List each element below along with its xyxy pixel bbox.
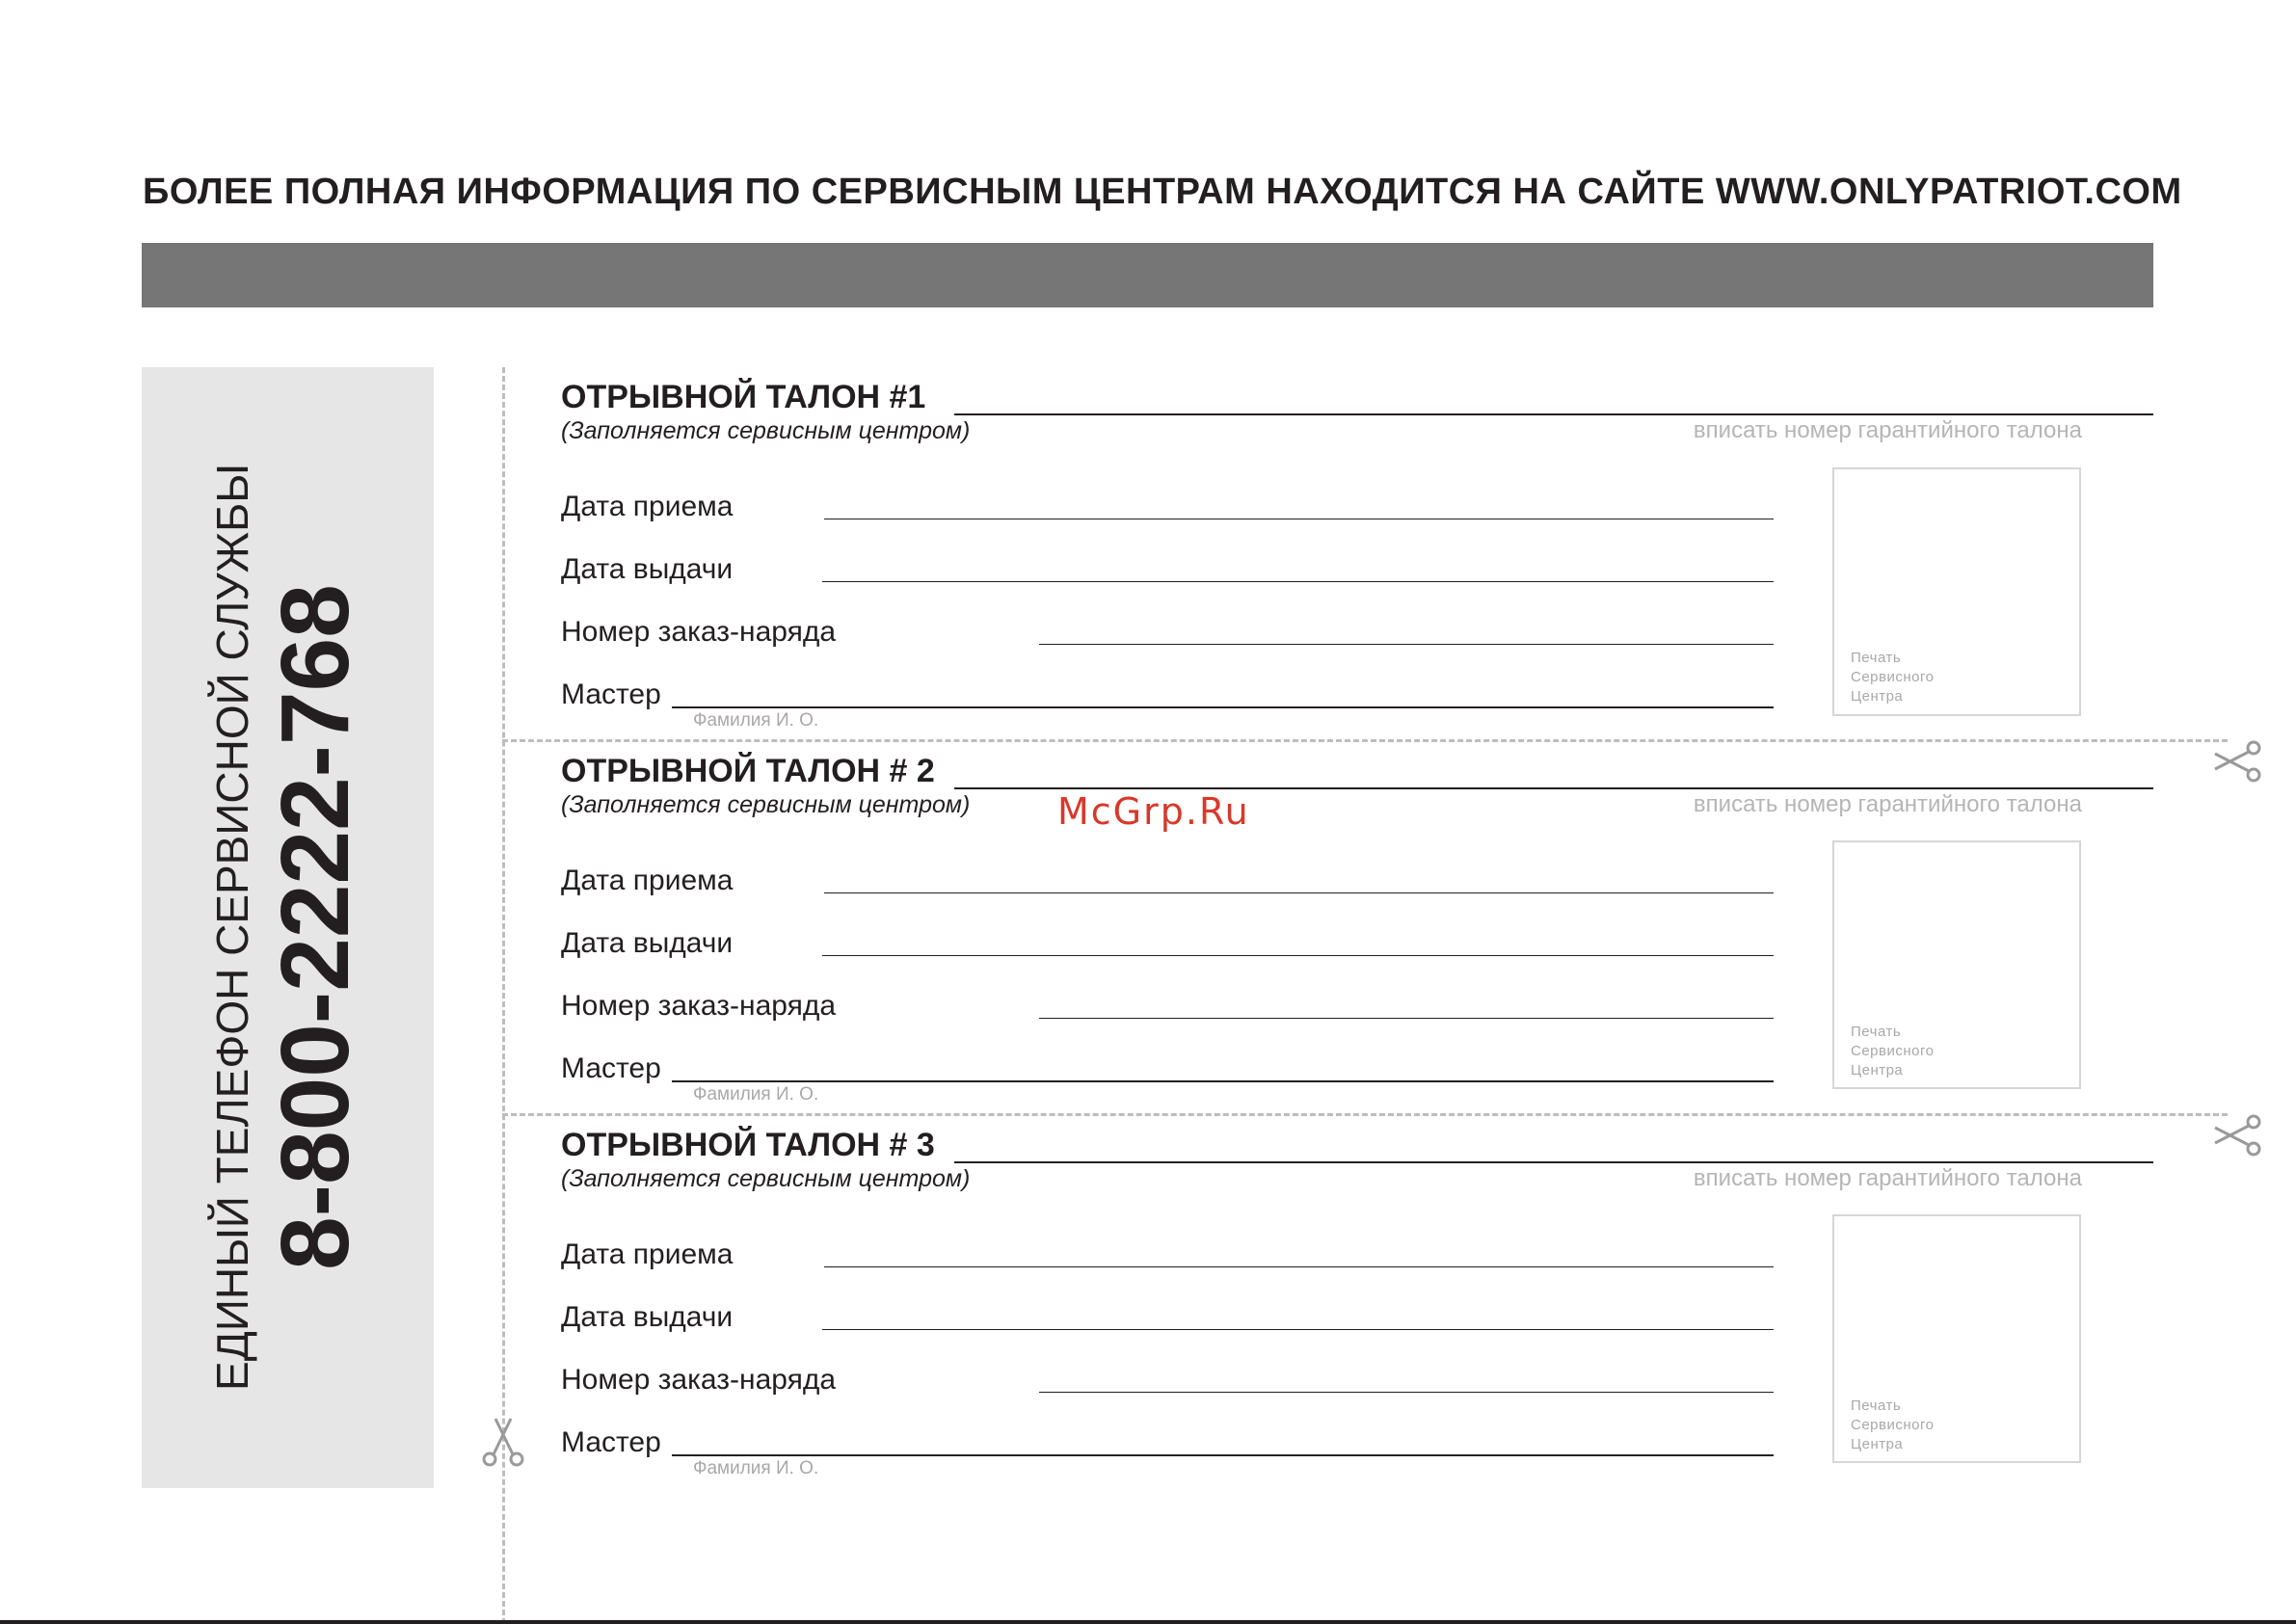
field-line-order-number — [1039, 644, 1774, 645]
field-label-receive-date: Дата приема — [561, 1238, 734, 1270]
page-bottom-rule — [0, 1620, 2296, 1624]
scissors-icon — [2211, 1106, 2269, 1164]
field-label-order-number: Номер заказ-наряда — [561, 1364, 837, 1396]
coupon-number-line — [954, 413, 2153, 415]
coupon-number-hint: вписать номер гарантийного талона — [1693, 791, 2082, 817]
master-name-hint: Фамилия И. О. — [693, 1458, 819, 1478]
field-line-receive-date — [824, 892, 1774, 893]
scissors-icon — [2211, 732, 2269, 790]
field-line-issue-date — [822, 581, 1774, 582]
coupon-subtitle: (Заполняется сервисным центром) — [561, 1165, 971, 1192]
coupon-title: ОТРЫВНОЙ ТАЛОН # 3 — [561, 1127, 935, 1163]
coupon-number-hint: вписать номер гарантийного талона — [1693, 417, 2082, 443]
coupon-title: ОТРЫВНОЙ ТАЛОН # 2 — [561, 753, 935, 789]
stamp-caption: Печать Сервисного Центра — [1851, 1398, 1935, 1452]
field-label-master: Мастер — [561, 679, 661, 710]
cut-line-2 — [502, 1113, 2228, 1116]
field-label-receive-date: Дата приема — [561, 491, 734, 522]
stamp-caption: Печать Сервисного Центра — [1851, 1024, 1935, 1078]
field-label-master: Мастер — [561, 1426, 661, 1458]
scissors-icon — [474, 1415, 532, 1473]
coupon-number-line — [954, 1161, 2153, 1163]
field-line-receive-date — [824, 1266, 1774, 1267]
header-info-text: БОЛЕЕ ПОЛНАЯ ИНФОРМАЦИЯ ПО СЕРВИСНЫМ ЦЕНТРАМ НАХОДИТСЯ НА САЙТЕ WWW.ONLYPATRIOT.COM — [143, 172, 2182, 212]
field-line-order-number — [1039, 1018, 1774, 1019]
service-phone-caption: ЕДИНЫЙ ТЕЛЕФОН СЕРВИСНОЙ СЛУЖБЫ — [207, 464, 257, 1391]
field-label-order-number: Номер заказ-наряда — [561, 616, 837, 648]
coupon-number-line — [954, 787, 2153, 789]
field-label-order-number: Номер заказ-наряда — [561, 990, 837, 1022]
field-line-master — [672, 1080, 1774, 1082]
cut-line-1 — [502, 739, 2228, 742]
field-label-receive-date: Дата приема — [561, 865, 734, 896]
coupon-number-hint: вписать номер гарантийного талона — [1693, 1165, 2082, 1191]
stamp-caption: Печать Сервисного Центра — [1851, 650, 1935, 705]
field-label-master: Мастер — [561, 1052, 661, 1084]
field-line-issue-date — [822, 1329, 1774, 1330]
field-label-issue-date: Дата выдачи — [561, 927, 734, 959]
service-phone-block — [205, 378, 369, 1477]
coupon-subtitle: (Заполняется сервисным центром) — [561, 791, 971, 818]
coupon-title: ОТРЫВНОЙ ТАЛОН #1 — [561, 379, 926, 415]
coupon-subtitle: (Заполняется сервисным центром) — [561, 417, 971, 444]
field-line-order-number — [1039, 1392, 1774, 1393]
watermark: McGrp.Ru — [1057, 790, 1250, 833]
header-gray-bar — [142, 243, 2153, 307]
field-label-issue-date: Дата выдачи — [561, 553, 734, 585]
field-label-issue-date: Дата выдачи — [561, 1301, 734, 1333]
service-phone-number: 8-800-2222-768 — [261, 584, 369, 1270]
field-line-issue-date — [822, 955, 1774, 956]
field-line-master — [672, 706, 1774, 708]
field-line-master — [672, 1454, 1774, 1456]
master-name-hint: Фамилия И. О. — [693, 710, 819, 731]
master-name-hint: Фамилия И. О. — [693, 1084, 819, 1105]
